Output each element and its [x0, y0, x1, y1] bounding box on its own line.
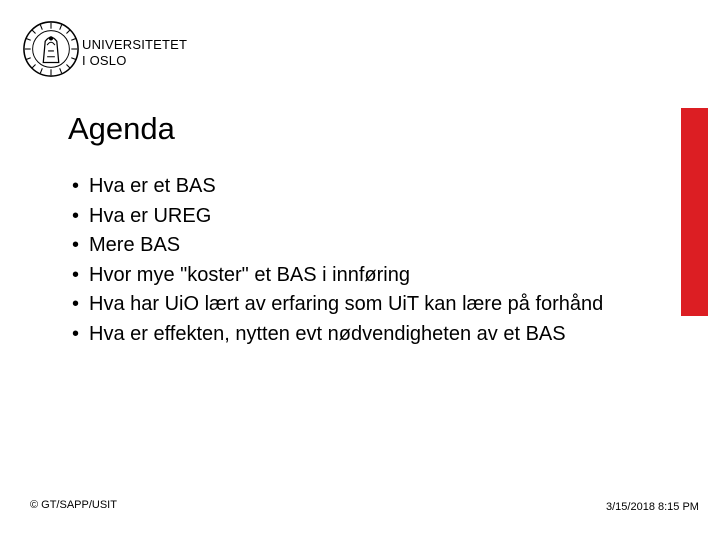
agenda-item: • Hva har UiO lært av erfaring som UiT kan lære på forhånd [72, 290, 632, 320]
university-name-line1: UNIVERSITETET [82, 37, 188, 52]
bullet-icon: • [72, 293, 80, 315]
university-name-line2: I OSLO [82, 53, 127, 68]
agenda-item: • Hva er et BAS [72, 172, 632, 202]
bullet-icon: • [72, 175, 80, 197]
slide-title: Agenda [68, 111, 175, 146]
bullet-icon: • [72, 263, 80, 286]
agenda-item: • Hva er UREG [72, 202, 632, 232]
agenda-item: • Mere BAS [72, 231, 632, 261]
bullet-icon: • [72, 234, 80, 256]
footer-copyright: © GT/SAPP/USIT [30, 499, 117, 511]
accent-bar [681, 108, 708, 316]
agenda-item: • Hvor mye "koster" et BAS i innføring [72, 261, 632, 291]
university-of-oslo-seal-icon [22, 20, 80, 78]
agenda-list [72, 172, 632, 349]
bullet-icon: • [72, 322, 80, 345]
university-name [82, 37, 187, 69]
footer-date: 3/15/2018 8:15 PM [606, 501, 699, 513]
agenda-item: • Hva er effekten, nytten evt nødvendigheten av et BAS [72, 320, 632, 350]
bullet-icon: • [72, 204, 80, 227]
